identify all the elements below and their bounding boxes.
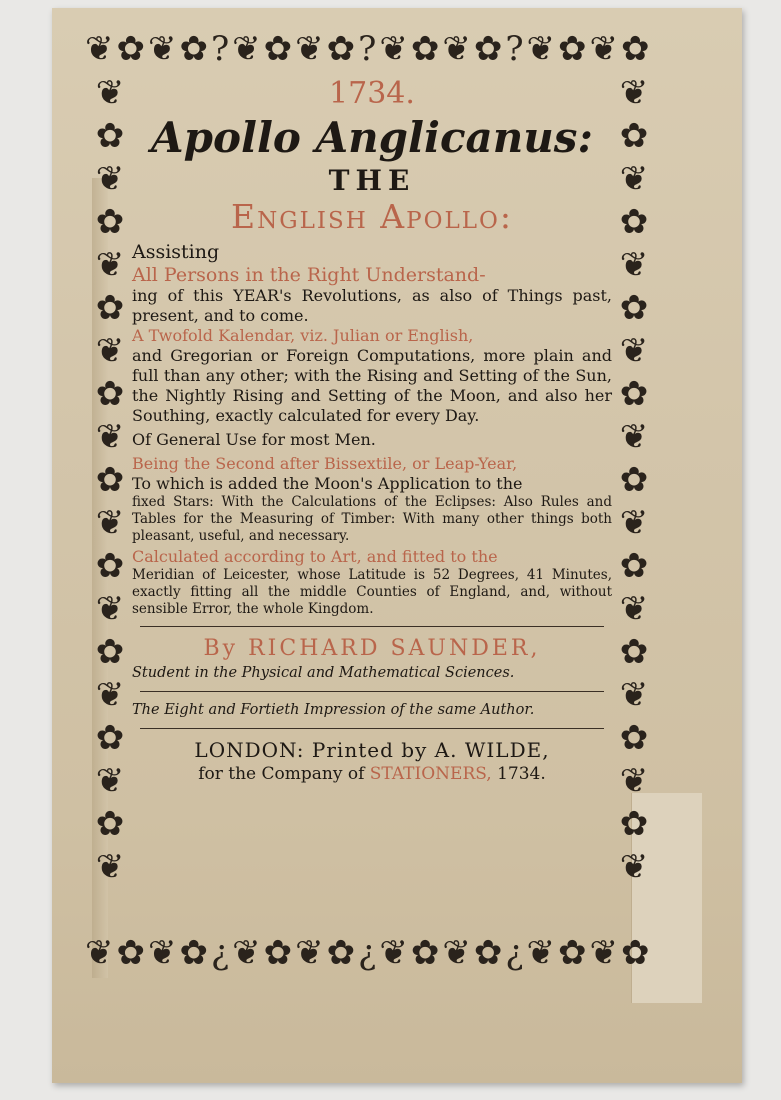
- ornament-glyph-icon: ❦: [95, 847, 125, 887]
- added-small: fixed Stars: With the Calculations of the Eclipses: Also Rules and Tables for the Measuring of Timber: With many other things both pleasant, useful, and necessary.: [132, 494, 612, 544]
- assisting: Assisting: [132, 241, 220, 263]
- ornament-glyph-icon: ✿: [95, 546, 125, 586]
- ornament-glyph-icon: ❦: [95, 73, 125, 113]
- ornament-glyph-icon: ❦: [95, 675, 125, 715]
- ornament-glyph-icon: ❦: [619, 159, 649, 199]
- stationers: STATIONERS,: [369, 764, 492, 784]
- impression: The Eight and Fortieth Impression of the same Author.: [132, 702, 535, 718]
- ornament-border-left-icon: [88, 72, 132, 932]
- ornament-glyph-icon: ✿: [619, 460, 649, 500]
- ornament-glyph-icon: ✿: [95, 202, 125, 242]
- company-year: 1734.: [497, 764, 546, 784]
- ornament-glyph-icon: ✿: [95, 460, 125, 500]
- ornament-glyph-icon: ✿: [95, 804, 125, 844]
- ornament-border-top-icon: ❦✿❦✿?❦✿❦✿?❦✿❦✿?❦✿❦✿: [85, 29, 653, 69]
- ornament-glyph-icon: ✿: [95, 116, 125, 156]
- ornament-glyph-icon: ✿: [95, 374, 125, 414]
- title-content: [132, 76, 612, 785]
- line-black-1: ing of this YEAR's Revolutions, as also of Things past, present, and to come.: [132, 286, 612, 325]
- leap-year: Being the Second after Bissextile, or Leap-Year,: [132, 454, 518, 473]
- london-line: LONDON: Printed by A. WILDE,: [194, 738, 550, 762]
- ornament-glyph-icon: ❦: [95, 245, 125, 285]
- ornament-glyph-icon: ❦: [95, 503, 125, 543]
- divider: [140, 691, 604, 692]
- ornament-border-bottom-icon: ❦✿❦✿¿❦✿❦✿¿❦✿❦✿¿❦✿❦✿: [85, 933, 653, 973]
- ornament-glyph-icon: ✿: [619, 718, 649, 758]
- ornament-glyph-icon: ✿: [619, 374, 649, 414]
- general-use: Of General Use for most Men.: [132, 430, 376, 449]
- company-line: [132, 763, 612, 785]
- ornament-glyph-icon: ❦: [95, 761, 125, 801]
- line-red-1: All Persons in the Right Understand-: [132, 264, 486, 286]
- kalendar-text: and Gregorian or Foreign Computations, more plain and full than any other; with the Rising and Setting of the Sun, the Nightly Rising and Setting of the Moon, and also her Southing, exactly calculated for every Day.: [132, 346, 612, 425]
- calculated: Calculated according to Art, and fitted to the: [132, 547, 498, 566]
- ornament-border-right-icon: [612, 72, 656, 932]
- ornament-glyph-icon: ✿: [619, 546, 649, 586]
- ornament-glyph-icon: ✿: [619, 202, 649, 242]
- ornament-glyph-icon: ✿: [95, 718, 125, 758]
- ornament-glyph-icon: ❦: [95, 159, 125, 199]
- student-line: Student in the Physical and Mathematical Sciences.: [132, 665, 515, 681]
- author: By RICHARD SAUNDER,: [203, 636, 541, 661]
- the-heading: THE: [328, 164, 416, 197]
- ornament-glyph-icon: ❦: [95, 417, 125, 457]
- title-english: English Apollo:: [231, 197, 513, 236]
- year: 1734.: [329, 76, 415, 111]
- ornament-glyph-icon: ✿: [619, 288, 649, 328]
- divider: [140, 626, 604, 627]
- ornament-glyph-icon: ❦: [95, 331, 125, 371]
- divider: [140, 728, 604, 729]
- kalendar-red: A Twofold Kalendar, viz. Julian or English,: [132, 326, 474, 345]
- added-line: To which is added the Moon's Application to the: [132, 474, 523, 493]
- ornament-glyph-icon: ✿: [95, 288, 125, 328]
- ornament-glyph-icon: ✿: [619, 632, 649, 672]
- ornament-glyph-icon: ❦: [619, 589, 649, 629]
- ornament-glyph-icon: ❦: [619, 73, 649, 113]
- ornament-glyph-icon: ✿: [95, 632, 125, 672]
- title-latin: Apollo Anglicanus:: [151, 113, 593, 162]
- company-prefix: for the Company of: [198, 764, 365, 784]
- ornament-glyph-icon: ❦: [95, 589, 125, 629]
- meridian: Meridian of Leicester, whose Latitude is 52 Degrees, 41 Minutes, exactly fitting all the middle Counties of England, and, without sensible Error, the whole Kingdom.: [132, 567, 612, 617]
- ornament-glyph-icon: ❦: [619, 761, 649, 801]
- ornament-glyph-icon: ❦: [619, 847, 649, 887]
- ornament-glyph-icon: ❦: [619, 417, 649, 457]
- ornament-glyph-icon: ❦: [619, 503, 649, 543]
- ornament-glyph-icon: ❦: [619, 675, 649, 715]
- ornament-glyph-icon: ❦: [619, 331, 649, 371]
- ornament-glyph-icon: ❦: [619, 245, 649, 285]
- ornament-glyph-icon: ✿: [619, 116, 649, 156]
- ornament-glyph-icon: ✿: [619, 804, 649, 844]
